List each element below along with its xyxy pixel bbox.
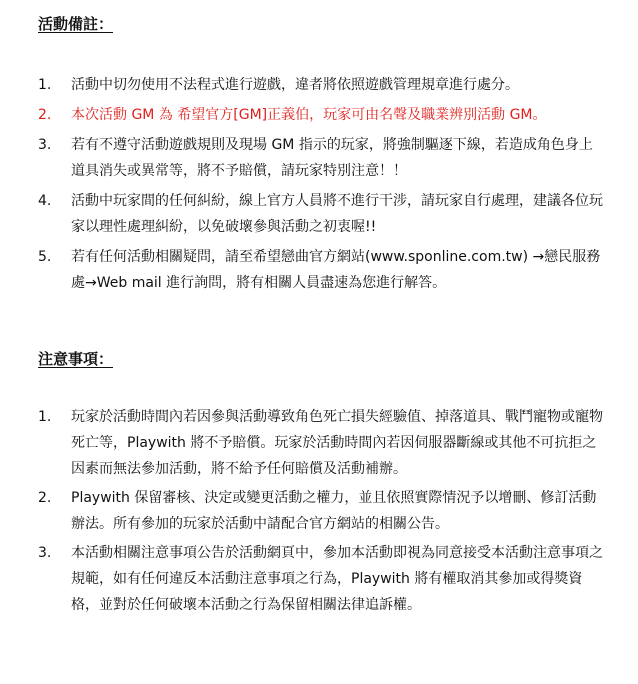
- list-number: 3.: [38, 137, 52, 153]
- list-text: 玩家於活動時間內若因參與活動導致角色死亡損失經驗值、掉落道具、戰鬥寵物或寵物死亡等，Playwith 將不予賠償。玩家於活動時間內若因伺服器斷線或其他不可抗拒之因素而無法參加活動，將不給予任何賠償及活動補辦。: [71, 409, 603, 477]
- attention-item-1: [38, 404, 606, 482]
- attention-item-2: [38, 485, 606, 537]
- section-title-notes: 活動備註：: [38, 15, 114, 33]
- list-text: Playwith 保留審核、決定或變更活動之權力，並且依照實際情況予以增刪、修訂活動辦法。所有參加的玩家於活動中請配合官方網站的相關公告。: [71, 490, 597, 532]
- notes-item-3: [38, 132, 606, 184]
- list-text: 活動中切勿使用不法程式進行遊戲，違者將依照遊戲管理規章進行處分。: [71, 77, 519, 93]
- list-text: 本活動相關注意事項公告於活動網頁中，參加本活動即視為同意接受本活動注意事項之規範，如有任何違反本活動注意事項之行為，Playwith 將有權取消其參加或得獎資格，並對於任何破壞本活動之行為保留相關法律追訴權。: [71, 545, 603, 613]
- list-number: 1.: [38, 77, 52, 93]
- attention-item-3: [38, 540, 606, 618]
- list-number: 1.: [38, 409, 52, 425]
- list-number: 2.: [38, 107, 52, 123]
- list-number: 5.: [38, 249, 52, 265]
- section-title-attention: 注意事項：: [38, 350, 114, 368]
- notes-item-5: [38, 244, 606, 296]
- list-text: 本次活動 GM 為 希望官方[GM]正義伯，玩家可由名聲及職業辨別活動 GM。: [71, 107, 547, 123]
- list-text: 若有不遵守活動遊戲規則及現場 GM 指示的玩家，將強制驅逐下線，若造成角色身上道具消失或異常等，將不予賠償，請玩家特別注意！！: [71, 137, 593, 179]
- notes-list: [38, 72, 606, 300]
- list-text: 活動中玩家間的任何糾紛，線上官方人員將不進行干涉，請玩家自行處理，建議各位玩家以理性處理糾紛，以免破壞參與活動之初衷喔!!: [71, 193, 603, 235]
- notes-item-1: [38, 72, 606, 98]
- list-number: 2.: [38, 490, 52, 506]
- attention-list: [38, 404, 606, 621]
- notes-item-4: [38, 188, 606, 240]
- list-text: 若有任何活動相關疑問，請至希望戀曲官方網站(www.sponline.com.tw) →戀民服務處→Web mail 進行詢問，將有相關人員盡速為您進行解答。: [71, 249, 601, 291]
- list-number: 4.: [38, 193, 52, 209]
- notes-item-2: [38, 102, 606, 128]
- list-number: 3.: [38, 545, 52, 561]
